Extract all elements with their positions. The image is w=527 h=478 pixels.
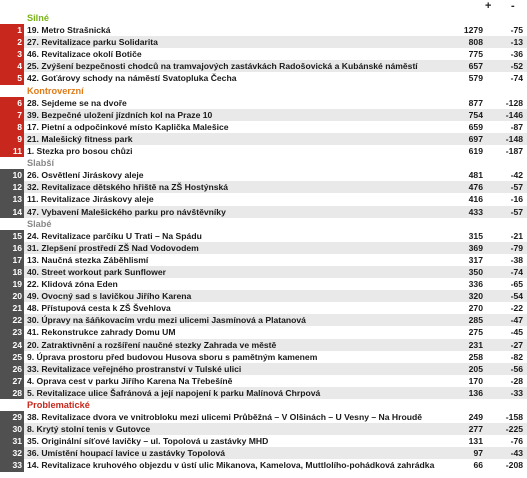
section-title: Slabší — [27, 158, 55, 169]
project-name: 14. Revitalizace kruhového objezdu v ústí ulic Mikanova, Kamelova, Muttlolího-pohádková zahrádka — [27, 460, 435, 471]
rank-badge: 1 — [0, 24, 24, 36]
rank-badge: 14 — [0, 206, 24, 218]
project-name: 39. Bezpečné uložení jízdních kol na Praze 10 — [27, 109, 213, 120]
rank-badge: 8 — [0, 121, 24, 133]
negative-votes: -47 — [510, 315, 523, 326]
section-header — [0, 218, 527, 230]
project-name: 4. Oprava cest v parku Jiřího Karena Na Třebešíně — [27, 375, 233, 386]
project-name: 41. Rekonstrukce zahrady Domu UM — [27, 327, 176, 338]
rank-badge: 26 — [0, 363, 24, 375]
positive-votes: 249 — [468, 412, 483, 423]
table-row — [0, 459, 527, 471]
negative-votes: -27 — [510, 339, 523, 350]
rank-badge: 28 — [0, 387, 24, 399]
rank-badge: 30 — [0, 423, 24, 435]
project-name: 20. Zatraktivnění a rozšíření naučné stezky Zahrada ve městě — [27, 339, 277, 350]
table-row — [0, 24, 527, 36]
rank-badge: 13 — [0, 193, 24, 205]
rank-badge: 32 — [0, 447, 24, 459]
rank-badge: 25 — [0, 351, 24, 363]
negative-votes: -16 — [510, 194, 523, 205]
positive-votes: 320 — [468, 291, 483, 302]
project-name: 46. Revitalizace okolí Botiče — [27, 49, 142, 60]
table-row — [0, 351, 527, 363]
project-name: 17. Pietní a odpočinkové místo Kaplička Malešice — [27, 121, 229, 132]
positive-votes: 231 — [468, 339, 483, 350]
negative-votes: -13 — [510, 37, 523, 48]
project-name: 22. Klidová zóna Eden — [27, 279, 118, 290]
negative-votes: -74 — [510, 73, 523, 84]
project-name: 19. Metro Strašnická — [27, 25, 111, 36]
project-name: 31. Zlepšení prostředí ZŠ Nad Vodovodem — [27, 242, 199, 253]
section-header — [0, 399, 527, 411]
negative-votes: -225 — [505, 424, 523, 435]
rank-badge: 2 — [0, 36, 24, 48]
rank-badge: 19 — [0, 278, 24, 290]
rank-badge: 4 — [0, 60, 24, 72]
table-row — [0, 278, 527, 290]
section-title: Kontroverzní — [27, 85, 84, 96]
negative-votes: -146 — [505, 109, 523, 120]
rank-badge: 20 — [0, 290, 24, 302]
table-row — [0, 302, 527, 314]
negative-votes: -54 — [510, 291, 523, 302]
table-row — [0, 290, 527, 302]
table-row — [0, 121, 527, 133]
table-row — [0, 266, 527, 278]
rank-badge: 17 — [0, 254, 24, 266]
table-row — [0, 387, 527, 399]
project-name: 32. Revitalizace dětského hřiště na ZŠ Hostýnská — [27, 182, 229, 193]
positive-votes: 258 — [468, 351, 483, 362]
negative-votes: -57 — [510, 206, 523, 217]
table-row — [0, 36, 527, 48]
project-name: 25. Zvýšení bezpečnosti chodců na tramvajových zastávkách Radošovická a Kubánské náměstí — [27, 61, 418, 72]
positive-votes: 657 — [468, 61, 483, 72]
table-row — [0, 339, 527, 351]
project-name: 13. Naučná stezka Záběhlismí — [27, 254, 149, 265]
rank-badge: 18 — [0, 266, 24, 278]
positive-votes: 275 — [468, 327, 483, 338]
table-header — [0, 0, 527, 12]
negative-votes: -79 — [510, 242, 523, 253]
project-name: 11. Revitalizace Jiráskovy aleje — [27, 194, 154, 205]
positive-votes: 416 — [468, 194, 483, 205]
project-name: 35. Originální síťové lavičky – ul. Topolová u zastávky MHD — [27, 436, 269, 447]
negative-votes: -57 — [510, 182, 523, 193]
table-row — [0, 193, 527, 205]
negative-votes: -82 — [510, 351, 523, 362]
positive-votes: 433 — [468, 206, 483, 217]
negative-votes: -75 — [510, 25, 523, 36]
positive-votes: 808 — [468, 37, 483, 48]
project-name: 33. Revitalizace veřejného prostranství v Tulské ulici — [27, 363, 242, 374]
project-name: 1. Stezka pro bosou chůzi — [27, 146, 133, 157]
table-row — [0, 133, 527, 145]
positive-votes: 270 — [468, 303, 483, 314]
project-name: 26. Osvětlení Jiráskovy aleje — [27, 170, 144, 181]
negative-votes: -158 — [505, 412, 523, 423]
positive-votes: 285 — [468, 315, 483, 326]
project-name: 27. Revitalizace parku Solidarita — [27, 37, 158, 48]
table-row — [0, 60, 527, 72]
rank-badge: 16 — [0, 242, 24, 254]
project-name: 40. Street workout park Sunflower — [27, 266, 166, 277]
project-name: 36. Umístění houpací lavice u zastávky Topolová — [27, 448, 226, 459]
rank-badge: 31 — [0, 435, 24, 447]
table-row — [0, 206, 527, 218]
negative-votes: -22 — [510, 303, 523, 314]
negative-votes: -128 — [505, 97, 523, 108]
positive-votes: 315 — [468, 230, 483, 241]
project-name: 47. Vybavení Malešického parku pro návštěvníky — [27, 206, 226, 217]
rank-badge: 27 — [0, 375, 24, 387]
table-row — [0, 230, 527, 242]
positive-votes: 697 — [468, 133, 483, 144]
positive-votes: 659 — [468, 121, 483, 132]
positive-votes: 1279 — [463, 25, 483, 36]
project-name: 48. Přístupová cesta k ZŠ Švehlova — [27, 303, 171, 314]
rank-badge: 29 — [0, 411, 24, 423]
section-title: Problematické — [27, 400, 90, 410]
positive-votes: 170 — [468, 375, 483, 386]
positive-votes: 579 — [468, 73, 483, 84]
positive-votes: 136 — [468, 387, 483, 398]
table-row — [0, 242, 527, 254]
table-row — [0, 314, 527, 326]
negative-votes: -42 — [510, 170, 523, 181]
rank-badge: 11 — [0, 145, 24, 157]
table-row — [0, 181, 527, 193]
table-body — [0, 12, 527, 472]
rank-badge: 21 — [0, 302, 24, 314]
negative-votes: -56 — [510, 363, 523, 374]
positive-votes: 277 — [468, 424, 483, 435]
negative-votes: -87 — [510, 121, 523, 132]
rank-badge: 7 — [0, 109, 24, 121]
negative-votes: -52 — [510, 61, 523, 72]
project-name: 9. Úprava prostoru před budovou Husova sboru s pamětným kamenem — [27, 351, 318, 362]
rank-badge: 24 — [0, 339, 24, 351]
negative-votes: -208 — [505, 460, 523, 471]
positive-votes: 317 — [468, 254, 483, 265]
positive-votes: 205 — [468, 363, 483, 374]
positive-votes: 66 — [473, 460, 483, 471]
positive-votes: 336 — [468, 279, 483, 290]
positive-votes: 131 — [468, 436, 483, 447]
rank-badge: 33 — [0, 459, 24, 471]
positive-votes: 369 — [468, 242, 483, 253]
table-row — [0, 48, 527, 60]
minus-header: - — [511, 0, 515, 12]
table-row — [0, 145, 527, 157]
table-row — [0, 169, 527, 181]
negative-votes: -38 — [510, 254, 523, 265]
project-name: 8. Krytý stolní tenis v Gutovce — [27, 424, 151, 435]
negative-votes: -65 — [510, 279, 523, 290]
rank-badge: 15 — [0, 230, 24, 242]
table-row — [0, 109, 527, 121]
project-name: 30. Úpravy na šáňkovacím vrdu mezi ulicemi Jasmínová a Platanová — [27, 315, 306, 326]
project-name: 49. Ovocný sad s lavičkou Jiřího Karena — [27, 291, 192, 302]
rank-badge: 9 — [0, 133, 24, 145]
project-name: 5. Revitalizace ulice Šafránová a její napojení k parku Malínová Chrpová — [27, 387, 321, 398]
section-title: Slabé — [27, 218, 52, 229]
table-row — [0, 363, 527, 375]
rank-badge: 6 — [0, 97, 24, 109]
negative-votes: -28 — [510, 375, 523, 386]
positive-votes: 476 — [468, 182, 483, 193]
positive-votes: 775 — [468, 49, 483, 60]
rank-badge: 5 — [0, 72, 24, 84]
negative-votes: -74 — [510, 266, 523, 277]
negative-votes: -76 — [510, 436, 523, 447]
positive-votes: 619 — [468, 146, 483, 157]
project-name: 21. Malešický fitness park — [27, 133, 133, 144]
table-row — [0, 72, 527, 84]
project-name: 28. Sejdeme se na dvoře — [27, 97, 127, 108]
positive-votes: 754 — [468, 109, 483, 120]
table-row — [0, 326, 527, 338]
project-name: 42. Goťárovy schody na náměstí Svatopluka Čecha — [27, 73, 237, 84]
table-row — [0, 254, 527, 266]
positive-votes: 481 — [468, 170, 483, 181]
negative-votes: -21 — [510, 230, 523, 241]
rank-badge: 3 — [0, 48, 24, 60]
rank-badge: 12 — [0, 181, 24, 193]
section-header — [0, 85, 527, 97]
positive-votes: 97 — [473, 448, 483, 459]
negative-votes: -43 — [510, 448, 523, 459]
negative-votes: -187 — [505, 146, 523, 157]
table-row — [0, 447, 527, 459]
table-row — [0, 435, 527, 447]
negative-votes: -36 — [510, 49, 523, 60]
rank-badge: 10 — [0, 169, 24, 181]
project-name: 24. Revitalizace parčíku U Trati – Na Spádu — [27, 230, 202, 241]
table-row — [0, 411, 527, 423]
positive-votes: 877 — [468, 97, 483, 108]
project-name: 38. Revitalizace dvora ve vnitrobloku mezi ulicemi Průběžná – V Olšinách – U Vesny – Na Hroudě — [27, 412, 422, 423]
rank-badge: 22 — [0, 314, 24, 326]
positive-votes: 350 — [468, 266, 483, 277]
plus-header: + — [485, 0, 492, 12]
negative-votes: -148 — [505, 133, 523, 144]
section-header — [0, 157, 527, 169]
table-row — [0, 97, 527, 109]
table-row — [0, 375, 527, 387]
negative-votes: -45 — [510, 327, 523, 338]
negative-votes: -33 — [510, 387, 523, 398]
section-title: Silné — [27, 13, 49, 23]
rank-badge: 23 — [0, 326, 24, 338]
table-row — [0, 423, 527, 435]
section-header — [0, 12, 527, 24]
